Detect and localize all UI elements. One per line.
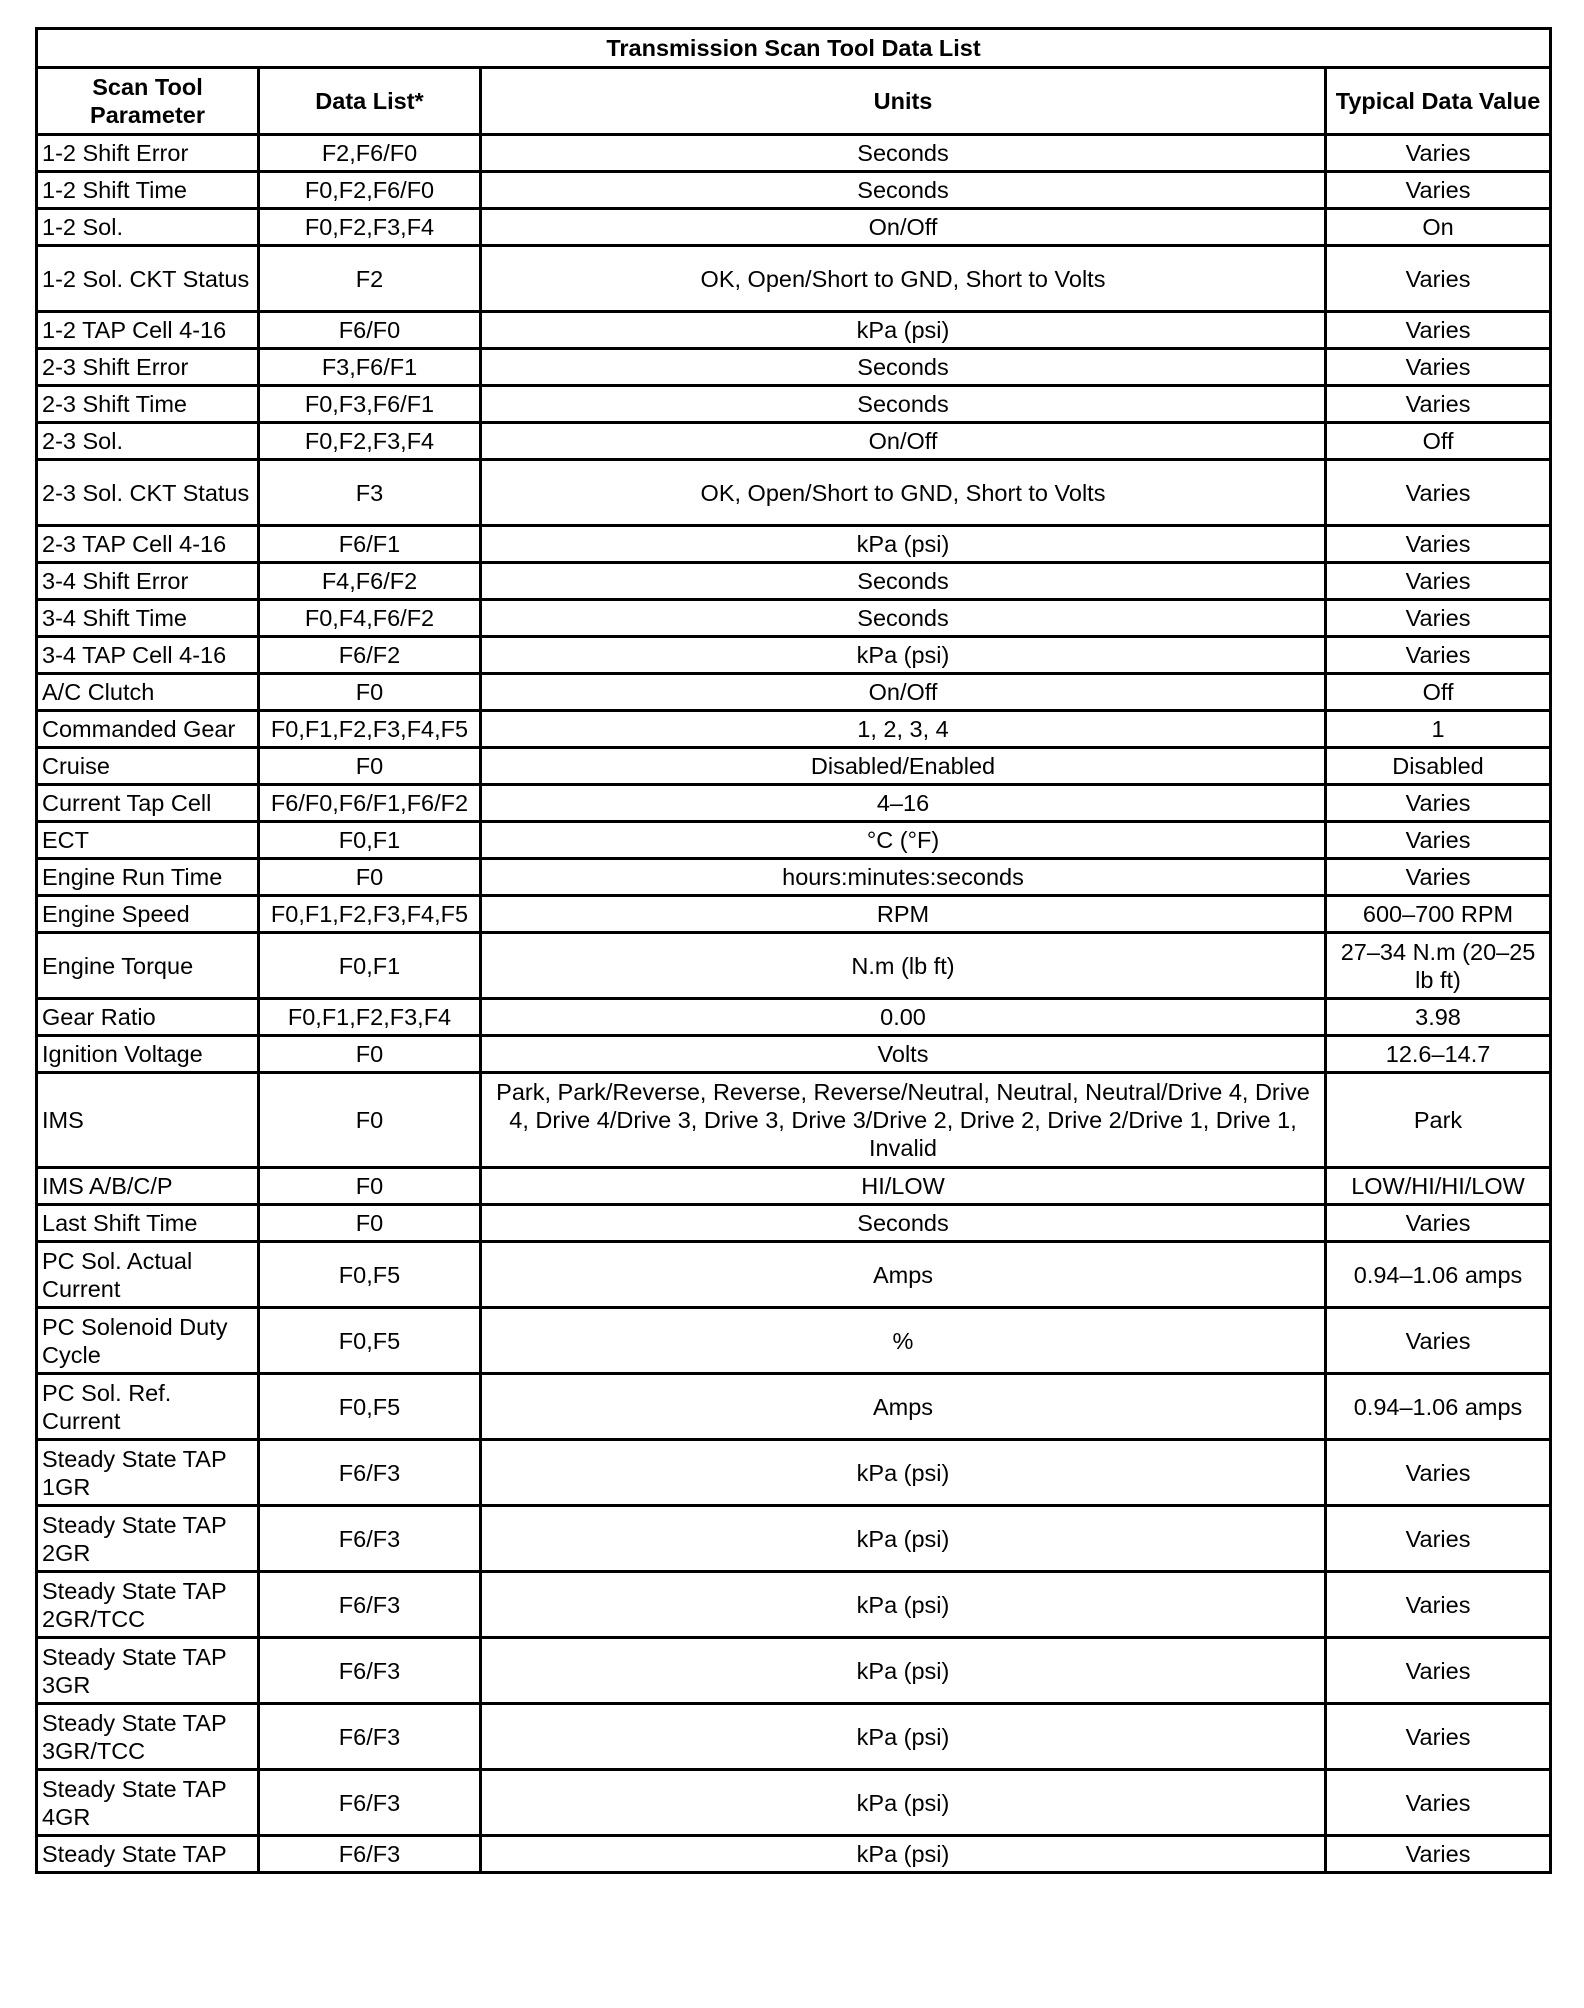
- cell-data-list: F0: [259, 748, 481, 785]
- table-row: [37, 1440, 1551, 1506]
- cell-parameter: Steady State TAP 4GR: [37, 1770, 259, 1836]
- cell-typical-value: Varies: [1326, 1572, 1551, 1638]
- cell-units: OK, Open/Short to GND, Short to Volts: [481, 246, 1326, 312]
- cell-units: 0.00: [481, 999, 1326, 1036]
- cell-data-list: F6/F3: [259, 1704, 481, 1770]
- cell-typical-value: Varies: [1326, 1638, 1551, 1704]
- cell-data-list: F6/F3: [259, 1572, 481, 1638]
- cell-units: Park, Park/Reverse, Reverse, Reverse/Neutral, Neutral, Neutral/Drive 4, Drive 4, Drive 4/Drive 3, Drive 3, Drive 3/Drive 2, Drive 2, Drive 2/Drive 1, Drive 1, Invalid: [481, 1073, 1326, 1168]
- cell-units: Volts: [481, 1036, 1326, 1073]
- cell-parameter: Ignition Voltage: [37, 1036, 259, 1073]
- cell-parameter: 1-2 Shift Time: [37, 172, 259, 209]
- cell-parameter: IMS: [37, 1073, 259, 1168]
- cell-typical-value: Varies: [1326, 460, 1551, 526]
- table-row: [37, 172, 1551, 209]
- cell-units: Seconds: [481, 172, 1326, 209]
- cell-typical-value: Varies: [1326, 172, 1551, 209]
- cell-units: Seconds: [481, 1205, 1326, 1242]
- cell-typical-value: Disabled: [1326, 748, 1551, 785]
- cell-typical-value: 600–700 RPM: [1326, 896, 1551, 933]
- cell-units: kPa (psi): [481, 312, 1326, 349]
- table-row: [37, 933, 1551, 999]
- cell-typical-value: Varies: [1326, 349, 1551, 386]
- table-row: [37, 896, 1551, 933]
- table-row: [37, 637, 1551, 674]
- cell-typical-value: 1: [1326, 711, 1551, 748]
- table-row: [37, 209, 1551, 246]
- table-row: [37, 246, 1551, 312]
- table-row: [37, 1205, 1551, 1242]
- cell-parameter: A/C Clutch: [37, 674, 259, 711]
- cell-typical-value: Varies: [1326, 600, 1551, 637]
- cell-typical-value: Varies: [1326, 1205, 1551, 1242]
- cell-units: On/Off: [481, 209, 1326, 246]
- cell-data-list: F2,F6/F0: [259, 135, 481, 172]
- cell-parameter: 3-4 Shift Error: [37, 563, 259, 600]
- cell-data-list: F0,F2,F3,F4: [259, 423, 481, 460]
- cell-data-list: F0,F1: [259, 822, 481, 859]
- table-row: [37, 1704, 1551, 1770]
- cell-data-list: F3: [259, 460, 481, 526]
- cell-units: kPa (psi): [481, 1572, 1326, 1638]
- table-row: [37, 1572, 1551, 1638]
- cell-data-list: F0,F4,F6/F2: [259, 600, 481, 637]
- cell-data-list: F0: [259, 1168, 481, 1205]
- cell-data-list: F0,F1,F2,F3,F4,F5: [259, 711, 481, 748]
- header-parameter: Scan Tool Parameter: [37, 68, 259, 135]
- cell-data-list: F3,F6/F1: [259, 349, 481, 386]
- cell-typical-value: Varies: [1326, 637, 1551, 674]
- cell-data-list: F0,F1,F2,F3,F4,F5: [259, 896, 481, 933]
- cell-data-list: F0,F2,F6/F0: [259, 172, 481, 209]
- cell-units: 1, 2, 3, 4: [481, 711, 1326, 748]
- cell-data-list: F0: [259, 859, 481, 896]
- cell-data-list: F0,F5: [259, 1308, 481, 1374]
- cell-units: Amps: [481, 1242, 1326, 1308]
- cell-data-list: F0,F2,F3,F4: [259, 209, 481, 246]
- table-row: [37, 349, 1551, 386]
- cell-data-list: F0,F1: [259, 933, 481, 999]
- cell-parameter: 2-3 Shift Error: [37, 349, 259, 386]
- cell-typical-value: Park: [1326, 1073, 1551, 1168]
- cell-units: On/Off: [481, 423, 1326, 460]
- cell-parameter: ECT: [37, 822, 259, 859]
- cell-data-list: F6/F3: [259, 1506, 481, 1572]
- table-row: [37, 386, 1551, 423]
- cell-parameter: Engine Speed: [37, 896, 259, 933]
- table-row: [37, 423, 1551, 460]
- cell-units: °C (°F): [481, 822, 1326, 859]
- cell-typical-value: On: [1326, 209, 1551, 246]
- table-row: [37, 1073, 1551, 1168]
- cell-typical-value: 27–34 N.m (20–25 lb ft): [1326, 933, 1551, 999]
- cell-parameter: 3-4 Shift Time: [37, 600, 259, 637]
- cell-parameter: 2-3 Shift Time: [37, 386, 259, 423]
- table-row: [37, 711, 1551, 748]
- header-data-list: Data List*: [259, 68, 481, 135]
- table-row: [37, 460, 1551, 526]
- table-row: [37, 1770, 1551, 1836]
- cell-parameter: Steady State TAP 3GR/TCC: [37, 1704, 259, 1770]
- cell-units: hours:minutes:seconds: [481, 859, 1326, 896]
- cell-parameter: Steady State TAP 2GR/TCC: [37, 1572, 259, 1638]
- cell-parameter: PC Sol. Ref. Current: [37, 1374, 259, 1440]
- cell-units: kPa (psi): [481, 1506, 1326, 1572]
- table-row: [37, 999, 1551, 1036]
- cell-parameter: 1-2 Sol.: [37, 209, 259, 246]
- cell-units: kPa (psi): [481, 1770, 1326, 1836]
- cell-typical-value: Varies: [1326, 1440, 1551, 1506]
- cell-parameter: Steady State TAP 2GR: [37, 1506, 259, 1572]
- cell-units: kPa (psi): [481, 526, 1326, 563]
- header-units: Units: [481, 68, 1326, 135]
- cell-units: Seconds: [481, 349, 1326, 386]
- cell-units: kPa (psi): [481, 1836, 1326, 1873]
- cell-units: kPa (psi): [481, 637, 1326, 674]
- cell-parameter: Steady State TAP 3GR: [37, 1638, 259, 1704]
- table-body: [37, 135, 1551, 1873]
- cell-units: 4–16: [481, 785, 1326, 822]
- cell-typical-value: Varies: [1326, 135, 1551, 172]
- cell-parameter: 2-3 TAP Cell 4-16: [37, 526, 259, 563]
- cell-parameter: Steady State TAP: [37, 1836, 259, 1873]
- cell-parameter: Steady State TAP 1GR: [37, 1440, 259, 1506]
- cell-parameter: Current Tap Cell: [37, 785, 259, 822]
- cell-data-list: F2: [259, 246, 481, 312]
- cell-typical-value: Varies: [1326, 1506, 1551, 1572]
- table-row: [37, 822, 1551, 859]
- table-row: [37, 1308, 1551, 1374]
- cell-parameter: 1-2 Sol. CKT Status: [37, 246, 259, 312]
- cell-data-list: F0: [259, 1073, 481, 1168]
- cell-data-list: F6/F3: [259, 1770, 481, 1836]
- cell-typical-value: 3.98: [1326, 999, 1551, 1036]
- cell-typical-value: 12.6–14.7: [1326, 1036, 1551, 1073]
- cell-parameter: PC Solenoid Duty Cycle: [37, 1308, 259, 1374]
- table-row: [37, 1506, 1551, 1572]
- table-row: [37, 748, 1551, 785]
- cell-typical-value: Varies: [1326, 386, 1551, 423]
- cell-typical-value: LOW/HI/HI/LOW: [1326, 1168, 1551, 1205]
- cell-typical-value: Varies: [1326, 1770, 1551, 1836]
- cell-parameter: Cruise: [37, 748, 259, 785]
- cell-parameter: Engine Run Time: [37, 859, 259, 896]
- table-row: [37, 1242, 1551, 1308]
- cell-parameter: 1-2 TAP Cell 4-16: [37, 312, 259, 349]
- cell-typical-value: Varies: [1326, 1308, 1551, 1374]
- table-row: [37, 1168, 1551, 1205]
- cell-parameter: Gear Ratio: [37, 999, 259, 1036]
- cell-typical-value: Varies: [1326, 785, 1551, 822]
- cell-data-list: F6/F1: [259, 526, 481, 563]
- cell-data-list: F0,F5: [259, 1242, 481, 1308]
- cell-typical-value: Varies: [1326, 563, 1551, 600]
- cell-data-list: F4,F6/F2: [259, 563, 481, 600]
- cell-typical-value: Varies: [1326, 859, 1551, 896]
- cell-units: Seconds: [481, 386, 1326, 423]
- cell-parameter: 2-3 Sol. CKT Status: [37, 460, 259, 526]
- cell-typical-value: Varies: [1326, 246, 1551, 312]
- scan-tool-data-table: [35, 27, 1552, 1874]
- cell-data-list: F6/F0,F6/F1,F6/F2: [259, 785, 481, 822]
- cell-parameter: 3-4 TAP Cell 4-16: [37, 637, 259, 674]
- cell-units: %: [481, 1308, 1326, 1374]
- table-row: [37, 1374, 1551, 1440]
- cell-typical-value: Varies: [1326, 312, 1551, 349]
- document-page: [35, 27, 1549, 1874]
- cell-data-list: F6/F0: [259, 312, 481, 349]
- cell-units: OK, Open/Short to GND, Short to Volts: [481, 460, 1326, 526]
- table-row: [37, 135, 1551, 172]
- cell-data-list: F0: [259, 1036, 481, 1073]
- cell-typical-value: Varies: [1326, 822, 1551, 859]
- table-header-row: [37, 68, 1551, 135]
- cell-typical-value: Varies: [1326, 526, 1551, 563]
- cell-typical-value: Varies: [1326, 1836, 1551, 1873]
- cell-data-list: F6/F3: [259, 1440, 481, 1506]
- cell-units: On/Off: [481, 674, 1326, 711]
- cell-data-list: F0,F3,F6/F1: [259, 386, 481, 423]
- table-row: [37, 312, 1551, 349]
- table-row: [37, 563, 1551, 600]
- cell-units: Disabled/Enabled: [481, 748, 1326, 785]
- table-row: [37, 1638, 1551, 1704]
- cell-units: RPM: [481, 896, 1326, 933]
- cell-data-list: F0: [259, 674, 481, 711]
- cell-parameter: IMS A/B/C/P: [37, 1168, 259, 1205]
- cell-units: kPa (psi): [481, 1704, 1326, 1770]
- cell-parameter: 2-3 Sol.: [37, 423, 259, 460]
- cell-typical-value: 0.94–1.06 amps: [1326, 1374, 1551, 1440]
- cell-data-list: F6/F3: [259, 1638, 481, 1704]
- table-row: [37, 1836, 1551, 1873]
- cell-data-list: F6/F2: [259, 637, 481, 674]
- cell-units: Amps: [481, 1374, 1326, 1440]
- cell-parameter: Commanded Gear: [37, 711, 259, 748]
- cell-units: kPa (psi): [481, 1638, 1326, 1704]
- cell-typical-value: Off: [1326, 423, 1551, 460]
- cell-units: N.m (lb ft): [481, 933, 1326, 999]
- cell-data-list: F0,F5: [259, 1374, 481, 1440]
- table-row: [37, 1036, 1551, 1073]
- header-typical-value: Typical Data Value: [1326, 68, 1551, 135]
- cell-parameter: 1-2 Shift Error: [37, 135, 259, 172]
- cell-units: HI/LOW: [481, 1168, 1326, 1205]
- cell-parameter: PC Sol. Actual Current: [37, 1242, 259, 1308]
- table-title: Transmission Scan Tool Data List: [37, 29, 1551, 68]
- cell-typical-value: Varies: [1326, 1704, 1551, 1770]
- cell-typical-value: Off: [1326, 674, 1551, 711]
- table-row: [37, 674, 1551, 711]
- cell-data-list: F6/F3: [259, 1836, 481, 1873]
- table-row: [37, 859, 1551, 896]
- cell-data-list: F0: [259, 1205, 481, 1242]
- cell-units: Seconds: [481, 563, 1326, 600]
- cell-units: kPa (psi): [481, 1440, 1326, 1506]
- cell-parameter: Last Shift Time: [37, 1205, 259, 1242]
- cell-typical-value: 0.94–1.06 amps: [1326, 1242, 1551, 1308]
- table-row: [37, 785, 1551, 822]
- cell-data-list: F0,F1,F2,F3,F4: [259, 999, 481, 1036]
- cell-units: Seconds: [481, 135, 1326, 172]
- table-row: [37, 600, 1551, 637]
- cell-units: Seconds: [481, 600, 1326, 637]
- table-row: [37, 526, 1551, 563]
- cell-parameter: Engine Torque: [37, 933, 259, 999]
